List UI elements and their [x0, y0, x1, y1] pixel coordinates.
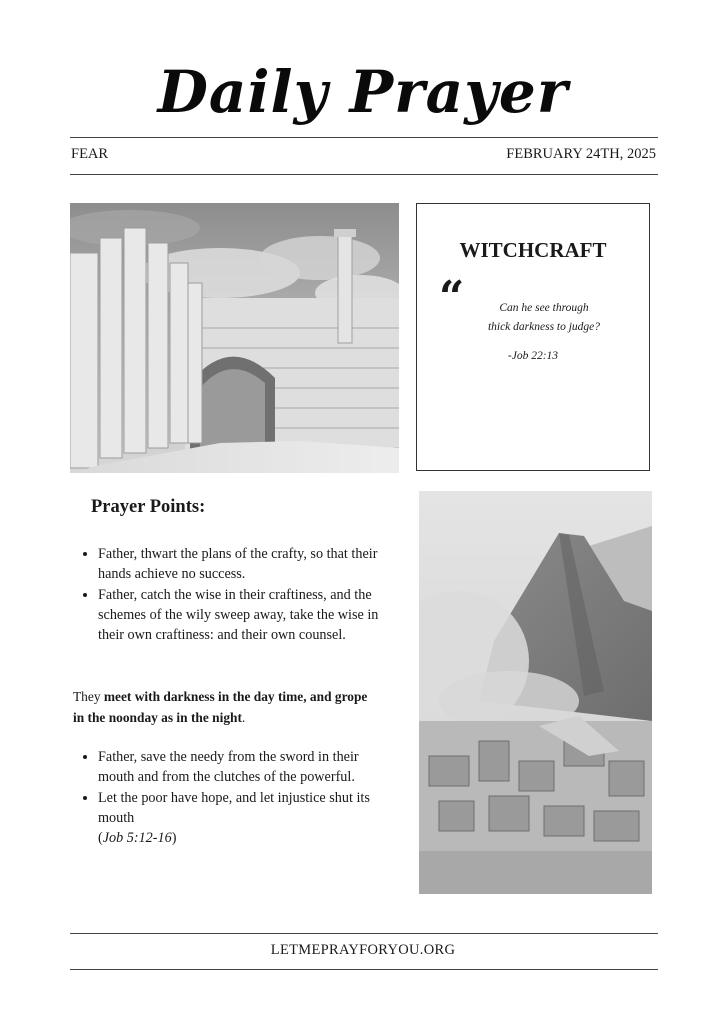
prayer-point-text: Let the poor have hope, and let injustice shut its mouth: [98, 789, 370, 826]
citation-ref: Job 5:12-16: [102, 830, 172, 847]
prayer-points-heading: Prayer Points:: [91, 497, 206, 517]
topic-label: FEAR: [71, 146, 109, 162]
date-label: FEBRUARY 24TH, 2025: [506, 146, 656, 162]
ruins-archway-image: [70, 203, 399, 473]
prayer-point: • Father, catch the wise in their craftiness, and the schemes of the wily sweep away, take the wise in their own craftiness: and their own counsel.: [98, 585, 398, 646]
mountain-ruins-image: [419, 491, 652, 894]
prayer-point: • Father, save the needy from the sword in their mouth and from the clutches of the powerful.: [98, 747, 398, 788]
citation-close: ): [171, 830, 177, 847]
quote-box-title: WITCHCRAFT: [459, 238, 607, 262]
footer-top-rule: [70, 933, 658, 934]
footer-website: LETMEPRAYFORYOU.ORG: [270, 942, 456, 958]
quote-line-1: Can he see through: [499, 302, 589, 314]
citation-open: (: [98, 830, 103, 847]
quote-mark-icon: “: [439, 272, 465, 323]
scripture-passage: [73, 686, 373, 728]
quote-text: [457, 299, 631, 337]
header-top-rule: [70, 137, 658, 138]
scripture-quote-box: [416, 203, 650, 471]
footer-bottom-rule: [70, 969, 658, 970]
passage-bold: meet with darkness in the day time, and grope in the noonday as in the night: [73, 689, 368, 725]
prayer-points-list-1: [70, 544, 398, 645]
prayer-points-list-2: [70, 747, 398, 848]
prayer-point: • Father, thwart the plans of the crafty, so that their hands achieve no success.: [98, 544, 398, 585]
passage-suffix: .: [241, 710, 246, 725]
quote-line-2: thick darkness to judge?: [487, 321, 601, 333]
prayer-point: [98, 788, 398, 849]
quote-reference: -Job 22:13: [507, 350, 559, 362]
passage-prefix: They: [73, 689, 104, 704]
masthead-title: Daily Prayer: [157, 58, 569, 126]
citation: [98, 830, 176, 846]
header-bottom-rule: [70, 174, 658, 175]
